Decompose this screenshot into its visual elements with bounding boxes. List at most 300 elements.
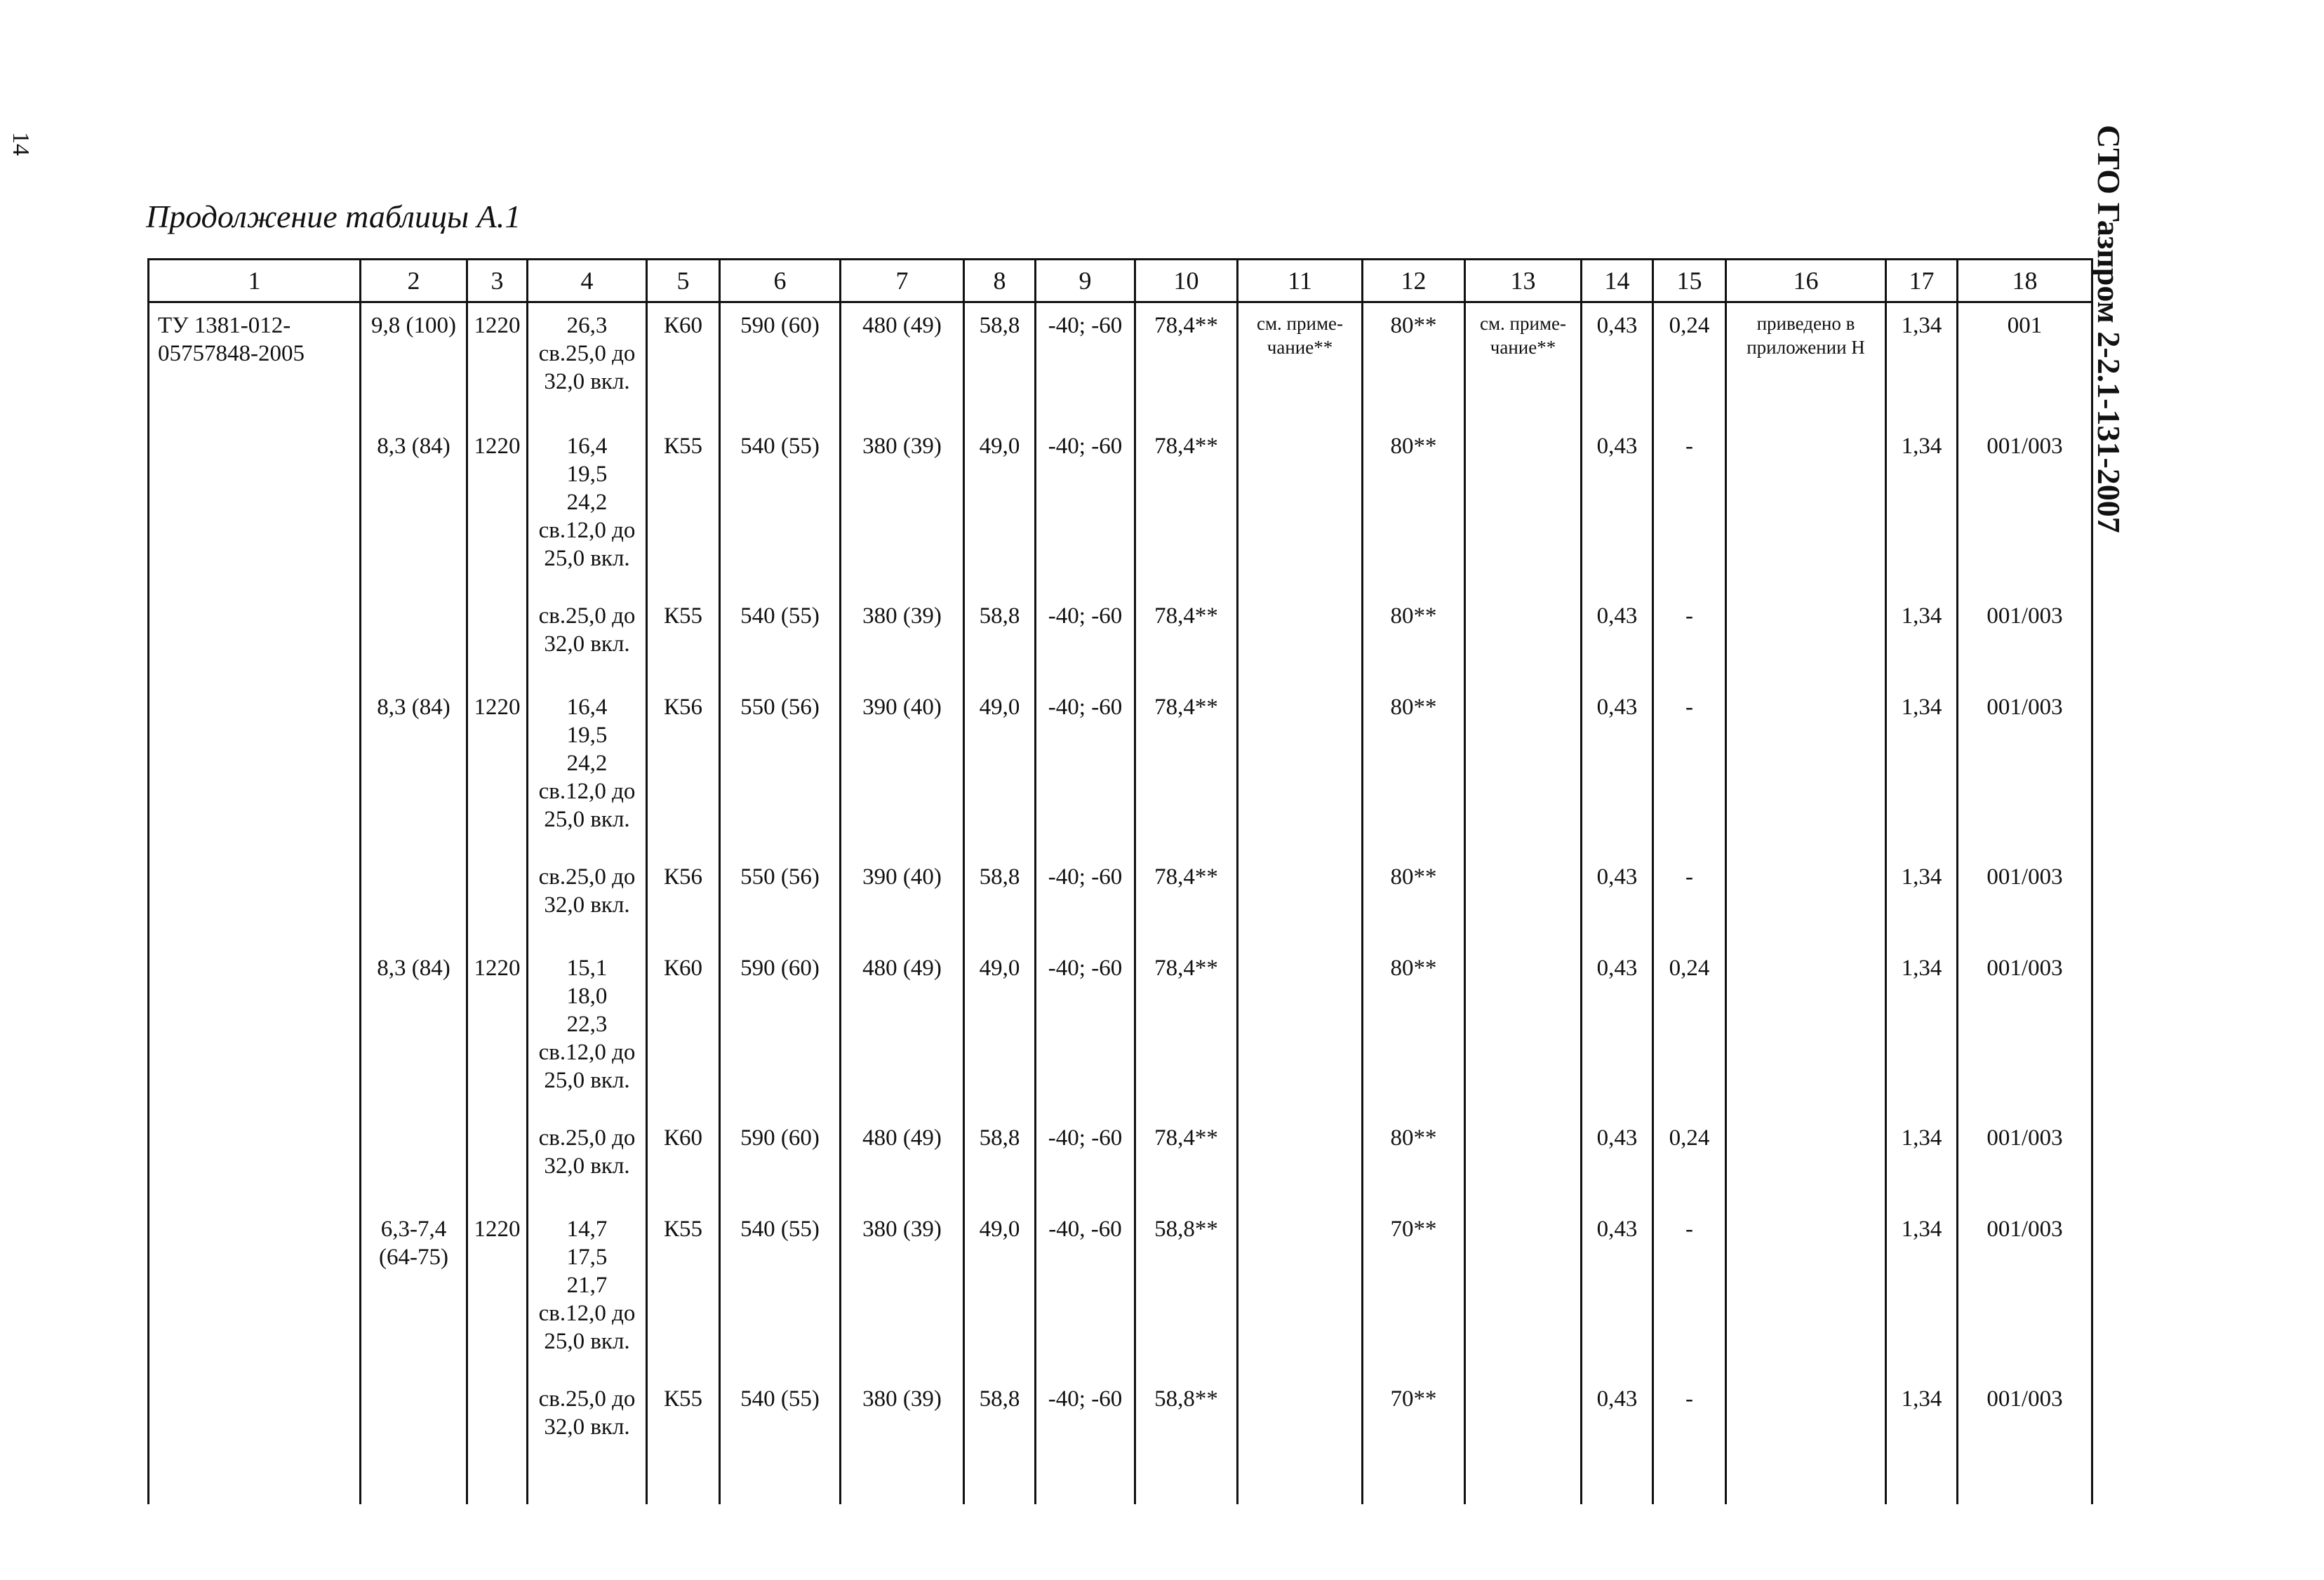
cell-text-line: 0,43 bbox=[1596, 1125, 1638, 1151]
table-cell bbox=[1135, 594, 1238, 685]
cell-text-line: 15,1 bbox=[566, 956, 608, 981]
table-cell bbox=[1726, 1377, 1886, 1504]
cell-text-line: - bbox=[1685, 1217, 1693, 1242]
cell-text-line: св.12,0 до bbox=[538, 1040, 636, 1065]
table-cell bbox=[720, 1207, 841, 1377]
table-cell bbox=[1036, 685, 1135, 855]
cell-text-line: 001/003 bbox=[1986, 695, 2063, 720]
cell-text-line: 78,4** bbox=[1154, 313, 1218, 338]
cell-text-line: 540 (55) bbox=[740, 603, 820, 629]
cell-text-line: 19,5 bbox=[566, 462, 608, 487]
cell-text-line: -40; -60 bbox=[1048, 603, 1123, 629]
cell-text-line: 480 (49) bbox=[862, 313, 942, 338]
table-cell bbox=[1135, 1377, 1238, 1504]
table-cell bbox=[1958, 685, 2092, 855]
table-cell bbox=[841, 855, 964, 946]
table-cell bbox=[1726, 855, 1886, 946]
table-cell bbox=[1582, 1207, 1653, 1377]
table-cell bbox=[467, 1207, 528, 1377]
table-cell bbox=[1582, 302, 1653, 424]
table-cell bbox=[647, 1377, 720, 1504]
cell-text-line: 1220 bbox=[474, 956, 521, 981]
table-cell bbox=[1958, 855, 2092, 946]
table-cell bbox=[528, 1116, 647, 1207]
table-cell bbox=[1036, 1116, 1135, 1207]
cell-text-line: 001/003 bbox=[1986, 434, 2063, 459]
header-cell: 10 bbox=[1135, 260, 1238, 302]
table-cell bbox=[647, 685, 720, 855]
table-row bbox=[149, 424, 2092, 594]
table-cell bbox=[1653, 946, 1726, 1116]
table-cell bbox=[1582, 1377, 1653, 1504]
table-cell bbox=[1465, 1116, 1582, 1207]
table-cell bbox=[647, 946, 720, 1116]
cell-text-line: 58,8 bbox=[979, 603, 1020, 629]
cell-text-line: 1,34 bbox=[1901, 434, 1942, 459]
table-cell bbox=[1363, 946, 1465, 1116]
cell-text-line: -40; -60 bbox=[1048, 434, 1123, 459]
specs-table bbox=[147, 258, 2093, 1504]
table-cell bbox=[1886, 302, 1958, 424]
header-cell: 13 bbox=[1465, 260, 1582, 302]
cell-text-line: К55 bbox=[663, 1386, 702, 1412]
cell-text-line: 80** bbox=[1390, 603, 1437, 629]
cell-text-line: 0,43 bbox=[1596, 695, 1638, 720]
table-cell bbox=[1958, 424, 2092, 594]
cell-text-line: - bbox=[1685, 603, 1693, 629]
table-cell bbox=[1238, 424, 1363, 594]
cell-text-line: 58,8** bbox=[1154, 1386, 1218, 1412]
cell-text-line: 1220 bbox=[474, 1217, 521, 1242]
table-cell bbox=[720, 1377, 841, 1504]
table-cell bbox=[1135, 1116, 1238, 1207]
table-cell bbox=[1958, 1377, 2092, 1504]
table-cell bbox=[841, 302, 964, 424]
cell-text-line: св.12,0 до bbox=[538, 779, 636, 804]
cell-text-line: К55 bbox=[663, 603, 702, 629]
cell-text-line: 001/003 bbox=[1986, 956, 2063, 981]
table-cell bbox=[1363, 1207, 1465, 1377]
table-cell bbox=[720, 946, 841, 1116]
table-cell bbox=[361, 594, 467, 685]
cell-text-line: 19,5 bbox=[566, 723, 608, 748]
cell-text-line: 16,4 bbox=[566, 434, 608, 459]
header-cell: 16 bbox=[1726, 260, 1886, 302]
table-cell bbox=[1582, 424, 1653, 594]
cell-text-line: (64-75) bbox=[379, 1245, 448, 1270]
table-row bbox=[149, 1207, 2092, 1377]
table-cell bbox=[1582, 946, 1653, 1116]
table-cell bbox=[1958, 946, 2092, 1116]
cell-text-line: 590 (60) bbox=[740, 956, 820, 981]
cell-text-line: 16,4 bbox=[566, 695, 608, 720]
table-cell bbox=[1465, 594, 1582, 685]
table-cell bbox=[1886, 1377, 1958, 1504]
cell-text-line: 1,34 bbox=[1901, 864, 1942, 890]
cell-text-line: 9,8 (100) bbox=[371, 313, 456, 338]
header-cell: 4 bbox=[528, 260, 647, 302]
table-cell bbox=[149, 1116, 361, 1207]
table-cell bbox=[1958, 1116, 2092, 1207]
cell-text-line: 32,0 вкл. bbox=[544, 892, 630, 918]
cell-text-line: 590 (60) bbox=[740, 313, 820, 338]
cell-text-line: 49,0 bbox=[979, 434, 1020, 459]
cell-text-line: 1,34 bbox=[1901, 603, 1942, 629]
cell-text-line: 0,43 bbox=[1596, 1217, 1638, 1242]
cell-text-line: К60 bbox=[663, 1125, 702, 1151]
cell-text-line: 49,0 bbox=[979, 695, 1020, 720]
table-cell bbox=[647, 1116, 720, 1207]
table-cell bbox=[1238, 1207, 1363, 1377]
cell-text-line: К56 bbox=[663, 864, 702, 890]
table-cell bbox=[1653, 594, 1726, 685]
table-cell bbox=[720, 302, 841, 424]
cell-text-line: -40; -60 bbox=[1048, 864, 1123, 890]
cell-text-line: 80** bbox=[1390, 313, 1437, 338]
table-cell bbox=[1726, 594, 1886, 685]
table-cell bbox=[1135, 685, 1238, 855]
cell-text-line: - bbox=[1685, 434, 1693, 459]
table-cell bbox=[720, 424, 841, 594]
cell-text-line: 25,0 вкл. bbox=[544, 1068, 630, 1093]
cell-text-line: 78,4** bbox=[1154, 603, 1218, 629]
table-row bbox=[149, 302, 2092, 424]
table-cell bbox=[647, 855, 720, 946]
table-cell bbox=[467, 1116, 528, 1207]
table-cell bbox=[1653, 855, 1726, 946]
table-cell bbox=[964, 855, 1036, 946]
cell-text-line: 6,3-7,4 bbox=[380, 1217, 447, 1242]
cell-text-line: 8,3 (84) bbox=[377, 956, 450, 981]
cell-text-line: ТУ 1381-012- bbox=[158, 313, 291, 338]
cell-text-line: 001/003 bbox=[1986, 1217, 2063, 1242]
cell-text-line: - bbox=[1685, 1386, 1693, 1412]
header-cell: 5 bbox=[647, 260, 720, 302]
cell-text-line: 540 (55) bbox=[740, 1386, 820, 1412]
table-cell bbox=[1238, 685, 1363, 855]
table-cell bbox=[1465, 946, 1582, 1116]
table-cell bbox=[1036, 594, 1135, 685]
cell-text-line: 25,0 вкл. bbox=[544, 1329, 630, 1354]
table-cell bbox=[1465, 855, 1582, 946]
table-cell bbox=[149, 855, 361, 946]
cell-text-line: 0,43 bbox=[1596, 864, 1638, 890]
table-cell bbox=[1886, 594, 1958, 685]
table-cell bbox=[1958, 302, 2092, 424]
header-cell: 17 bbox=[1886, 260, 1958, 302]
cell-text-line: 80** bbox=[1390, 1125, 1437, 1151]
table-cell bbox=[361, 855, 467, 946]
cell-text-line: К55 bbox=[663, 1217, 702, 1242]
table-cell bbox=[841, 946, 964, 1116]
table-cell bbox=[647, 594, 720, 685]
cell-text-line: 1220 bbox=[474, 695, 521, 720]
cell-text-line: 001/003 bbox=[1986, 864, 2063, 890]
table-cell bbox=[361, 1207, 467, 1377]
table-cell bbox=[1653, 1207, 1726, 1377]
table-cell bbox=[1363, 1377, 1465, 1504]
cell-text-line: 1,34 bbox=[1901, 956, 1942, 981]
cell-text-line: 590 (60) bbox=[740, 1125, 820, 1151]
cell-text-line: св.12,0 до bbox=[538, 518, 636, 543]
table-cell bbox=[1653, 1116, 1726, 1207]
table-cell bbox=[1886, 946, 1958, 1116]
cell-text-line: -40; -60 bbox=[1048, 1386, 1123, 1412]
table-cell bbox=[964, 424, 1036, 594]
cell-text-line: см. приме- bbox=[1256, 313, 1344, 334]
table-cell bbox=[1036, 1377, 1135, 1504]
cell-text-line: 480 (49) bbox=[862, 956, 942, 981]
cell-text-line: 390 (40) bbox=[862, 864, 942, 890]
table-cell bbox=[1135, 424, 1238, 594]
table-cell bbox=[149, 685, 361, 855]
table-cell bbox=[528, 685, 647, 855]
cell-text-line: 540 (55) bbox=[740, 1217, 820, 1242]
table-cell bbox=[1036, 424, 1135, 594]
cell-text-line: св.12,0 до bbox=[538, 1301, 636, 1326]
cell-text-line: св.25,0 до bbox=[538, 1386, 636, 1412]
table-cell bbox=[149, 946, 361, 1116]
cell-text-line: 58,8 bbox=[979, 313, 1020, 338]
table-cell bbox=[1958, 1207, 2092, 1377]
table-cell bbox=[467, 946, 528, 1116]
table-cell bbox=[149, 424, 361, 594]
table-cell bbox=[1726, 1207, 1886, 1377]
table-cell bbox=[1653, 1377, 1726, 1504]
header-cell: 12 bbox=[1363, 260, 1465, 302]
cell-text-line: -40; -60 bbox=[1048, 956, 1123, 981]
cell-text-line: 78,4** bbox=[1154, 695, 1218, 720]
table-row bbox=[149, 946, 2092, 1116]
cell-text-line: 0,24 bbox=[1669, 1125, 1710, 1151]
cell-text-line: приведено в bbox=[1756, 313, 1855, 334]
cell-text-line: 540 (55) bbox=[740, 434, 820, 459]
table-cell bbox=[720, 685, 841, 855]
cell-text-line: 1,34 bbox=[1901, 1125, 1942, 1151]
cell-text-line: 32,0 вкл. bbox=[544, 1153, 630, 1179]
table-cell bbox=[841, 1377, 964, 1504]
table-cell bbox=[841, 1116, 964, 1207]
table-row bbox=[149, 1116, 2092, 1207]
table-cell bbox=[720, 594, 841, 685]
table-cell bbox=[964, 685, 1036, 855]
header-cell: 2 bbox=[361, 260, 467, 302]
table-cell bbox=[1036, 1207, 1135, 1377]
table-cell bbox=[1363, 855, 1465, 946]
table-cell bbox=[1363, 424, 1465, 594]
table-cell bbox=[1363, 1116, 1465, 1207]
cell-text-line: 0,24 bbox=[1669, 956, 1710, 981]
table-cell bbox=[149, 302, 361, 424]
cell-text-line: 70** bbox=[1390, 1386, 1437, 1412]
table-cell bbox=[964, 594, 1036, 685]
table-cell bbox=[841, 685, 964, 855]
header-cell: 1 bbox=[149, 260, 361, 302]
table-cell bbox=[1958, 594, 2092, 685]
table-cell bbox=[1886, 855, 1958, 946]
table-cell bbox=[647, 302, 720, 424]
cell-text-line: 80** bbox=[1390, 956, 1437, 981]
cell-text-line: 0,24 bbox=[1669, 313, 1710, 338]
cell-text-line: 380 (39) bbox=[862, 1217, 942, 1242]
table-cell bbox=[1582, 1116, 1653, 1207]
table-cell bbox=[1238, 855, 1363, 946]
table-cell bbox=[1886, 685, 1958, 855]
table-row bbox=[149, 855, 2092, 946]
cell-text-line: - bbox=[1685, 864, 1693, 890]
cell-text-line: 8,3 (84) bbox=[377, 434, 450, 459]
cell-text-line: св.25,0 до bbox=[538, 603, 636, 629]
cell-text-line: - bbox=[1685, 695, 1693, 720]
cell-text-line: 78,4** bbox=[1154, 434, 1218, 459]
cell-text-line: чание** bbox=[1267, 337, 1333, 358]
table-cell bbox=[361, 302, 467, 424]
cell-text-line: 1,34 bbox=[1901, 1386, 1942, 1412]
table-cell bbox=[1726, 424, 1886, 594]
table-cell bbox=[528, 1377, 647, 1504]
header-cell: 9 bbox=[1036, 260, 1135, 302]
table-cell bbox=[467, 685, 528, 855]
table-cell bbox=[1238, 1116, 1363, 1207]
table-row bbox=[149, 1377, 2092, 1504]
cell-text-line: -40, -60 bbox=[1048, 1217, 1122, 1242]
header-cell: 3 bbox=[467, 260, 528, 302]
cell-text-line: 49,0 bbox=[979, 956, 1020, 981]
cell-text-line: 58,8** bbox=[1154, 1217, 1218, 1242]
table-cell bbox=[964, 1377, 1036, 1504]
table-cell bbox=[1135, 1207, 1238, 1377]
cell-text-line: 001/003 bbox=[1986, 1386, 2063, 1412]
table-cell bbox=[528, 946, 647, 1116]
cell-text-line: 78,4** bbox=[1154, 1125, 1218, 1151]
table-cell bbox=[1036, 946, 1135, 1116]
header-cell: 6 bbox=[720, 260, 841, 302]
cell-text-line: 390 (40) bbox=[862, 695, 942, 720]
cell-text-line: 001/003 bbox=[1986, 1125, 2063, 1151]
table-cell bbox=[1653, 685, 1726, 855]
cell-text-line: см. приме- bbox=[1479, 313, 1567, 334]
cell-text-line: 80** bbox=[1390, 864, 1437, 890]
cell-text-line: -40; -60 bbox=[1048, 1125, 1123, 1151]
table-cell bbox=[964, 1116, 1036, 1207]
table-row bbox=[149, 685, 2092, 855]
table-cell bbox=[1726, 302, 1886, 424]
cell-text-line: 05757848-2005 bbox=[158, 341, 305, 366]
table-cell bbox=[528, 424, 647, 594]
table-cell bbox=[1036, 855, 1135, 946]
table-cell bbox=[1886, 424, 1958, 594]
table-cell bbox=[1582, 685, 1653, 855]
cell-text-line: К55 bbox=[663, 434, 702, 459]
cell-text-line: 17,5 bbox=[566, 1245, 608, 1270]
table-cell bbox=[647, 424, 720, 594]
table-cell bbox=[1886, 1116, 1958, 1207]
table-cell bbox=[467, 1377, 528, 1504]
cell-text-line: 58,8 bbox=[979, 1125, 1020, 1151]
table-cell bbox=[1465, 424, 1582, 594]
header-row bbox=[149, 260, 2092, 302]
table-cell bbox=[361, 946, 467, 1116]
cell-text-line: св.25,0 до bbox=[538, 864, 636, 890]
cell-text-line: 550 (56) bbox=[740, 864, 820, 890]
header-cell: 15 bbox=[1653, 260, 1726, 302]
table-cell bbox=[149, 1377, 361, 1504]
table-cell bbox=[1465, 1377, 1582, 1504]
table-cell bbox=[1886, 1207, 1958, 1377]
cell-text-line: К60 bbox=[663, 313, 702, 338]
table-cell bbox=[1363, 685, 1465, 855]
cell-text-line: 380 (39) bbox=[862, 1386, 942, 1412]
table-cell bbox=[1238, 946, 1363, 1116]
cell-text-line: 80** bbox=[1390, 434, 1437, 459]
cell-text-line: 1,34 bbox=[1901, 313, 1942, 338]
cell-text-line: 32,0 вкл. bbox=[544, 631, 630, 657]
table-cell bbox=[841, 594, 964, 685]
cell-text-line: 0,43 bbox=[1596, 434, 1638, 459]
table-cell bbox=[647, 1207, 720, 1377]
cell-text-line: 22,3 bbox=[566, 1012, 608, 1037]
cell-text-line: чание** bbox=[1490, 337, 1556, 358]
cell-text-line: К60 bbox=[663, 956, 702, 981]
cell-text-line: 78,4** bbox=[1154, 864, 1218, 890]
header-cell: 14 bbox=[1582, 260, 1653, 302]
cell-text-line: К56 bbox=[663, 695, 702, 720]
cell-text-line: 14,7 bbox=[566, 1217, 608, 1242]
cell-text-line: 80** bbox=[1390, 695, 1437, 720]
cell-text-line: приложении Н bbox=[1747, 337, 1865, 358]
table-cell bbox=[841, 424, 964, 594]
cell-text-line: 0,43 bbox=[1596, 1386, 1638, 1412]
table-cell bbox=[964, 946, 1036, 1116]
cell-text-line: 1220 bbox=[474, 434, 521, 459]
cell-text-line: 1220 bbox=[474, 313, 521, 338]
cell-text-line: 24,2 bbox=[566, 490, 608, 515]
table-cell bbox=[720, 1116, 841, 1207]
table-cell bbox=[149, 594, 361, 685]
table-cell bbox=[1135, 946, 1238, 1116]
table-cell bbox=[467, 424, 528, 594]
cell-text-line: 550 (56) bbox=[740, 695, 820, 720]
table-cell bbox=[528, 594, 647, 685]
table-cell bbox=[1363, 594, 1465, 685]
cell-text-line: 1,34 bbox=[1901, 1217, 1942, 1242]
cell-text-line: 8,3 (84) bbox=[377, 695, 450, 720]
table-cell bbox=[467, 594, 528, 685]
table-body bbox=[149, 260, 2092, 1505]
cell-text-line: 78,4** bbox=[1154, 956, 1218, 981]
cell-text-line: 001/003 bbox=[1986, 603, 2063, 629]
table-cell bbox=[361, 424, 467, 594]
cell-text-line: 32,0 вкл. bbox=[544, 1414, 630, 1440]
cell-text-line: св.25,0 до bbox=[538, 1125, 636, 1151]
cell-text-line: 32,0 вкл. bbox=[544, 369, 630, 394]
cell-text-line: -40; -60 bbox=[1048, 695, 1123, 720]
cell-text-line: 0,43 bbox=[1596, 313, 1638, 338]
table-cell bbox=[528, 855, 647, 946]
cell-text-line: 380 (39) bbox=[862, 434, 942, 459]
table-cell bbox=[361, 1116, 467, 1207]
table-cell bbox=[1465, 685, 1582, 855]
document-id: СТО Газпром 2-2.1-131-2007 bbox=[2091, 125, 2127, 533]
cell-text-line: 24,2 bbox=[566, 751, 608, 776]
table-cell bbox=[1726, 946, 1886, 1116]
cell-text-line: 25,0 вкл. bbox=[544, 546, 630, 571]
table-caption: Продолжение таблицы А.1 bbox=[146, 199, 521, 234]
table-row bbox=[149, 594, 2092, 685]
table-cell bbox=[841, 1207, 964, 1377]
table-cell bbox=[528, 302, 647, 424]
table-cell bbox=[528, 1207, 647, 1377]
